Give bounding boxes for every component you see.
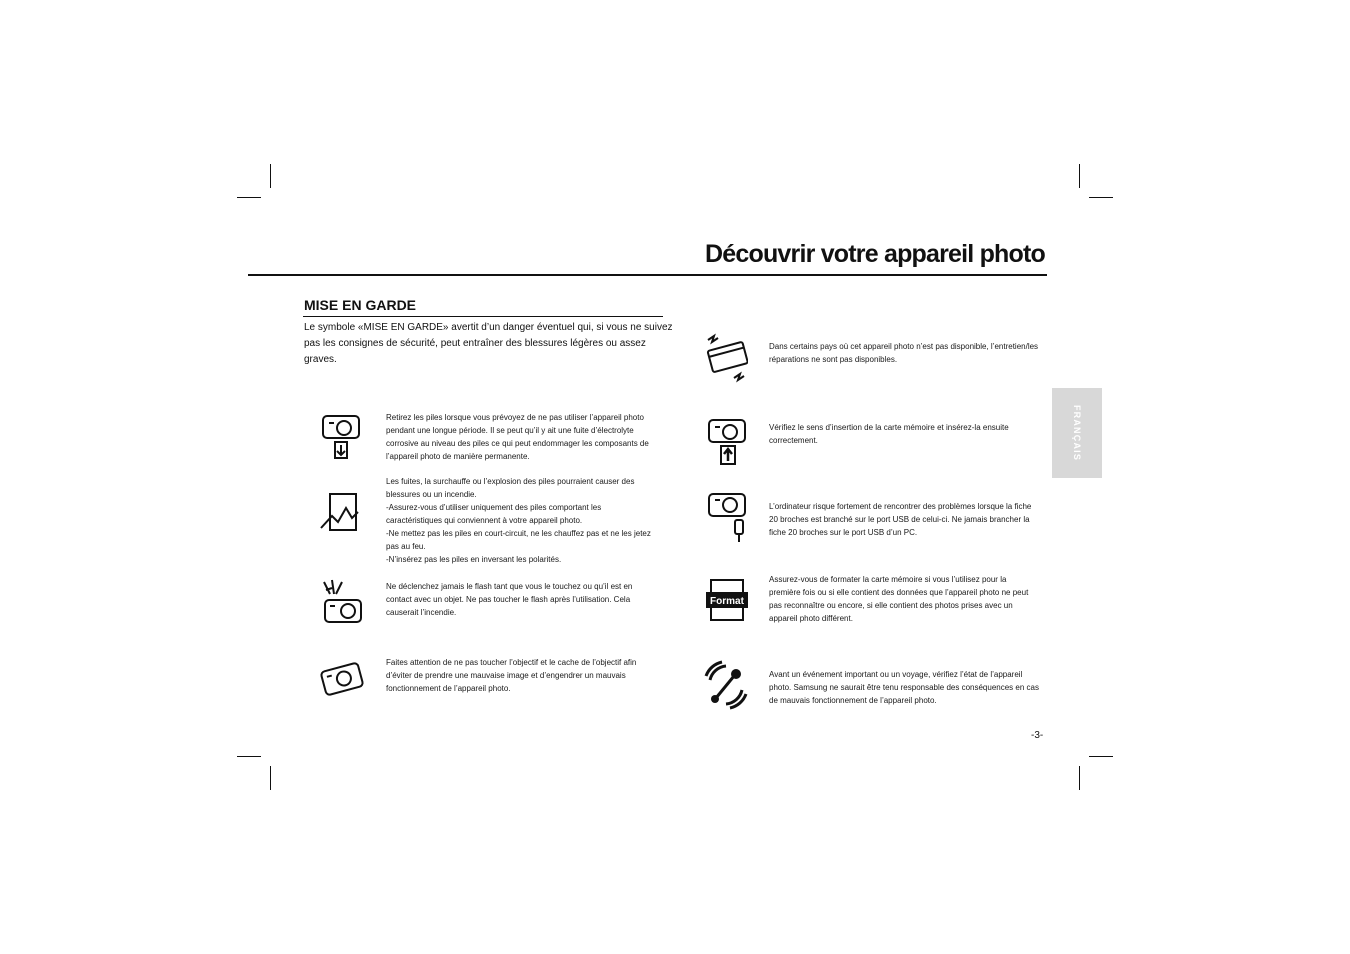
text-line: corrosive au niveau des piles ce qui peut endommager les composants de [386,439,649,448]
format-label: Format [710,596,744,607]
crop-mark [270,164,271,188]
language-tab-label: FRANÇAIS [1072,404,1082,462]
warning-text-card-insert [769,421,1051,447]
warning-text-battery-removal [386,411,661,463]
crop-mark [270,766,271,790]
language-tab [1052,388,1102,478]
text-line: correctement. [769,436,818,445]
text-line: Retirez les piles lorsque vous prévoyez de ne pas utiliser l’appareil photo [386,413,644,422]
text-line: appareil photo différent. [769,614,853,623]
title-rule [248,274,1047,276]
text-line: Dans certains pays où cet appareil photo n’est pas disponible, l’entretien/les [769,342,1039,351]
text-line: blessures ou un incendie. [386,490,477,499]
text-line: d’éviter de prendre une mauvaise image et d’engendrer un mauvais [386,671,626,680]
intro-line: Le symbole «MISE EN GARDE» avertit d’un danger éventuel qui, si vous ne suivez [304,322,673,333]
text-line: caractéristiques qui conviennent à votre appareil photo. [386,516,583,525]
text-line: 20 broches est branché sur le port USB de celui-ci. Ne jamais brancher la [769,515,1030,524]
text-line: -Assurez-vous d’utiliser uniquement des piles comportant les [386,503,602,512]
warning-text-service [769,340,1051,366]
text-line: Avant un événement important ou un voyage, vérifiez l’état de l’appareil [769,670,1023,679]
text-line: fiche 20 broches sur le port USB d’un PC. [769,528,918,537]
text-line: contact avec un objet. Ne pas toucher le flash après l’utilisation. Cela [386,595,631,604]
text-line: causerait l’incendie. [386,608,457,617]
warning-text-usb [769,500,1051,539]
text-line: Ne déclenchez jamais le flash tant que vous le touchez ou qu’il est en [386,582,633,591]
page-title: Découvrir votre appareil photo [705,240,1045,268]
crop-mark [1079,766,1080,790]
camera-card-insert-icon [706,416,750,468]
text-line: L’ordinateur risque fortement de rencontrer des problèmes lorsque la fiche [769,502,1032,511]
card-static-icon [704,332,748,384]
text-line: pas au feu. [386,542,426,551]
crop-mark [1089,756,1113,757]
crop-mark [237,197,261,198]
crop-mark [1089,197,1113,198]
text-line: -N’insérez pas les piles en inversant les polarités. [386,555,562,564]
text-line: de mauvais fonctionnement de l’appareil photo. [769,696,937,705]
text-line: photo. Samsung ne saurait être tenu responsable des conséquences en cas [769,683,1039,692]
text-line: l’appareil photo de manière permanente. [386,452,530,461]
text-line: -Ne mettez pas les piles en court-circuit, ne les chauffez pas et ne les jetez [386,529,651,538]
warning-text-battery-explosion [386,475,661,566]
crop-mark [237,756,261,757]
camera-flash-touch-icon [320,578,364,630]
wrench-service-icon [704,660,748,712]
text-line: Faites attention de ne pas toucher l’objectif et le cache de l’objectif afin [386,658,637,667]
camera-battery-remove-icon [320,412,364,464]
camera-usb-cable-icon [706,492,750,544]
section-title: MISE EN GARDE [304,297,417,313]
battery-explosion-icon [318,490,362,542]
text-line: fonctionnement de l’appareil photo. [386,684,511,693]
text-line: réparations ne sont pas disponibles. [769,355,898,364]
warning-text-lens [386,656,661,695]
warning-text-check [769,668,1051,707]
warning-text-flash [386,580,661,619]
intro-line: pas les consignes de sécurité, peut entraîner des blessures légères ou assez graves. [304,338,646,365]
text-line: Les fuites, la surchauffe ou l’explosion des piles pourraient causer des [386,477,635,486]
section-rule [303,316,663,317]
page-number: -3- [1031,730,1044,741]
warning-text-format [769,573,1051,625]
text-line: Vérifiez le sens d’insertion de la carte mémoire et insérez-la ensuite [769,423,1009,432]
text-line: première fois ou si elle contient des données que l’appareil photo ne peut [769,588,1029,597]
intro-text [304,320,674,368]
format-card-icon [704,578,748,630]
camera-lens-touch-icon [320,655,364,707]
crop-mark [1079,164,1080,188]
text-line: pendant une longue période. Il se peut qu’il y ait une fuite d’électrolyte [386,426,634,435]
text-line: pas reconnaître ou encore, si elle contient des photos prises avec un [769,601,1013,610]
text-line: Assurez-vous de formater la carte mémoire si vous l’utilisez pour la [769,575,1007,584]
